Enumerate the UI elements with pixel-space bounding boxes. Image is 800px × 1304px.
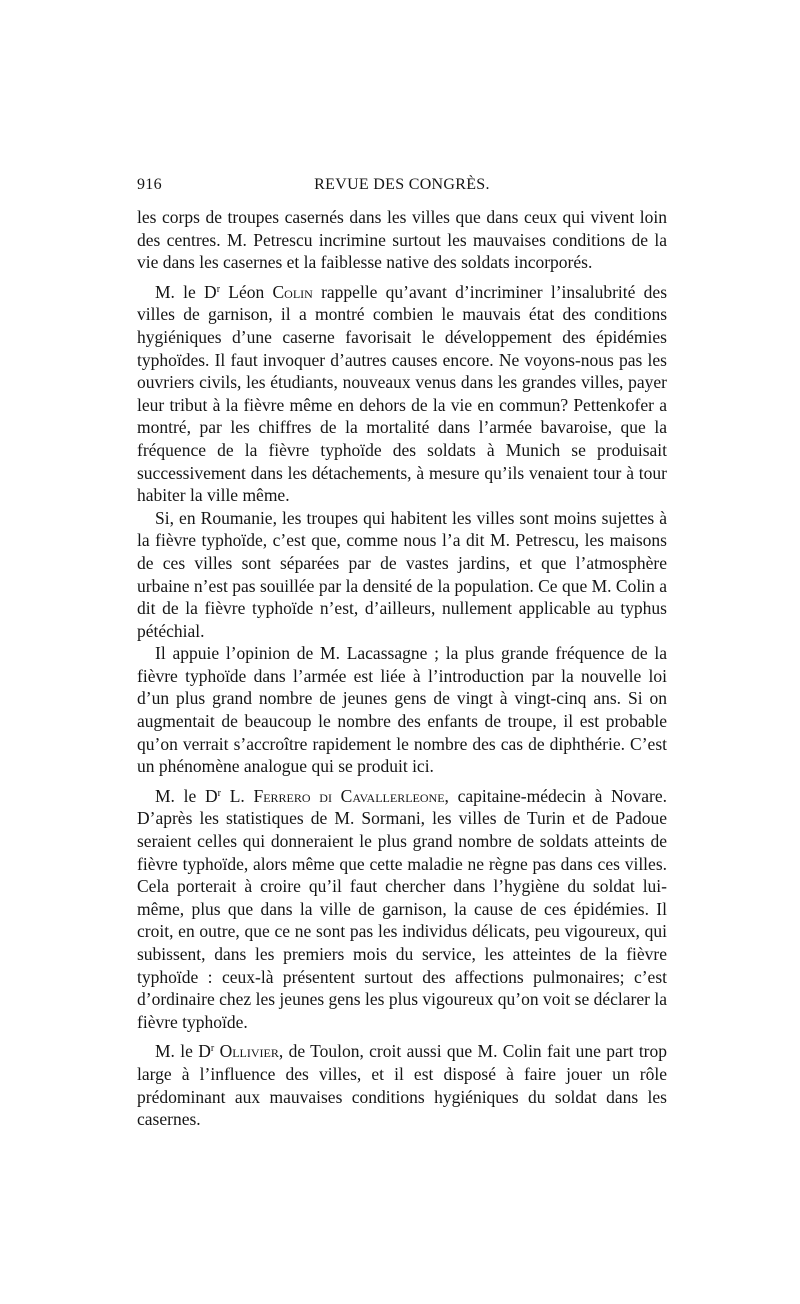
paragraph-text: , de Toulon, croit aussi que M. Colin fait une part trop large à l’influence des villes, et il est disposé à faire jouer un rôle prédominant aux mauvaises conditions hygiéniques du soldat dans les casernes. bbox=[137, 1041, 668, 1130]
running-title: REVUE DES CONGRÈS. bbox=[314, 176, 490, 193]
paragraph-2 bbox=[137, 281, 667, 507]
paragraph-6 bbox=[137, 1040, 667, 1130]
speaker-initial: L. bbox=[220, 785, 254, 806]
paragraph-text: , capitaine-médecin à Novare. D’après les statistiques de M. Sormani, les villes de Turin et de Padoue seraient celles qui donneraient le plus grand nombre de soldats atteints de fièvre typhoïde, alors même que cette maladie ne règne pas dans ces villes. Cela porterait à croire qu’il faut chercher dans l’hygiène du soldat lui-même, plus que dans la ville de garnison, la cause de ces épidémies. Il croit, en outre, que ce ne sont pas les individus délicats, peu vigoureux, qui subissent, dans les premiers mois du service, les atteintes de la fièvre typhoïde : ceux-là présentent surtout des affections pulmonaires; c’est d’ordinaire chez les jeunes gens les plus vigoureux qu’on voit se déclarer la fièvre typhoïde. bbox=[137, 785, 667, 1032]
speaker-prefix: M. le D bbox=[155, 1041, 211, 1062]
page-header bbox=[137, 176, 667, 200]
paragraph-text: rappelle qu’avant d’incriminer l’insalubrité des villes de garnison, il a montré combien le mauvais état des conditions hygiéniques d’une caserne favorisait le développement des épidémies typhoïdes. Il faut invoquer d’autres causes encore. Ne voyons-nous pas les ouvriers civils, les étudiants, nouveaux venus dans les grandes villes, payer leur tribut à la fièvre même en dehors de la vie en commun? Pettenkofer a montré, par les chiffres de la mortalité dans l’armée bavaroise, que la fréquence de la fièvre typhoïde des soldats à Munich se produisait successivement dans les détachements, à mesure qu’ils venaient tour à tour habiter la ville même. bbox=[137, 281, 667, 506]
paragraph-4: Il appuie l’opinion de M. Lacassagne ; la plus grande fréquence de la fièvre typhoïde dans l’armée est liée à l’introduction par la nouvelle loi d’un plus grand nombre de jeunes gens de vingt à vingt-cinq ans. Si on augmentait de beaucoup le nombre des enfants de troupe, il est probable qu’on verrait s’accroître rapidement le nombre des cas de diphthérie. C’est un phénomène analogue qui se produit ici. bbox=[137, 643, 667, 777]
paragraph-1: les corps de troupes casernés dans les villes que dans ceux qui vivent loin des centres. M. Petrescu incrimine surtout les mauvaises conditions de la vie dans les casernes et la faiblesse native des soldats incorporés. bbox=[137, 207, 667, 273]
speaker-prefix: M. le D bbox=[155, 785, 218, 806]
title-superscript: r bbox=[216, 283, 221, 295]
title-superscript: r bbox=[210, 1043, 215, 1055]
speaker-prefix: M. le D bbox=[155, 281, 217, 302]
speaker-first-name: Léon bbox=[220, 281, 273, 302]
speaker-name: Ferrero di Cavallerleone bbox=[253, 785, 445, 806]
speaker-name: Colin bbox=[272, 281, 313, 302]
body-text bbox=[137, 206, 667, 1131]
paragraph-3: Si, en Roumanie, les troupes qui habitent les villes sont moins sujettes à la fièvre typhoïde, c’est que, comme nous l’a dit M. Petrescu, les maisons de ces villes sont séparées par de vastes jardins, et que l’atmosphère urbaine n’est pas souillée par la densité de la population. Ce que M. Colin a dit de la fièvre typhoïde n’est, d’ailleurs, nullement applicable au typhus pétéchial. bbox=[137, 507, 667, 641]
page-number: 916 bbox=[137, 176, 162, 193]
title-superscript: r bbox=[217, 787, 221, 799]
paragraph-5 bbox=[137, 785, 667, 1034]
speaker-name: Ollivier bbox=[219, 1041, 279, 1062]
